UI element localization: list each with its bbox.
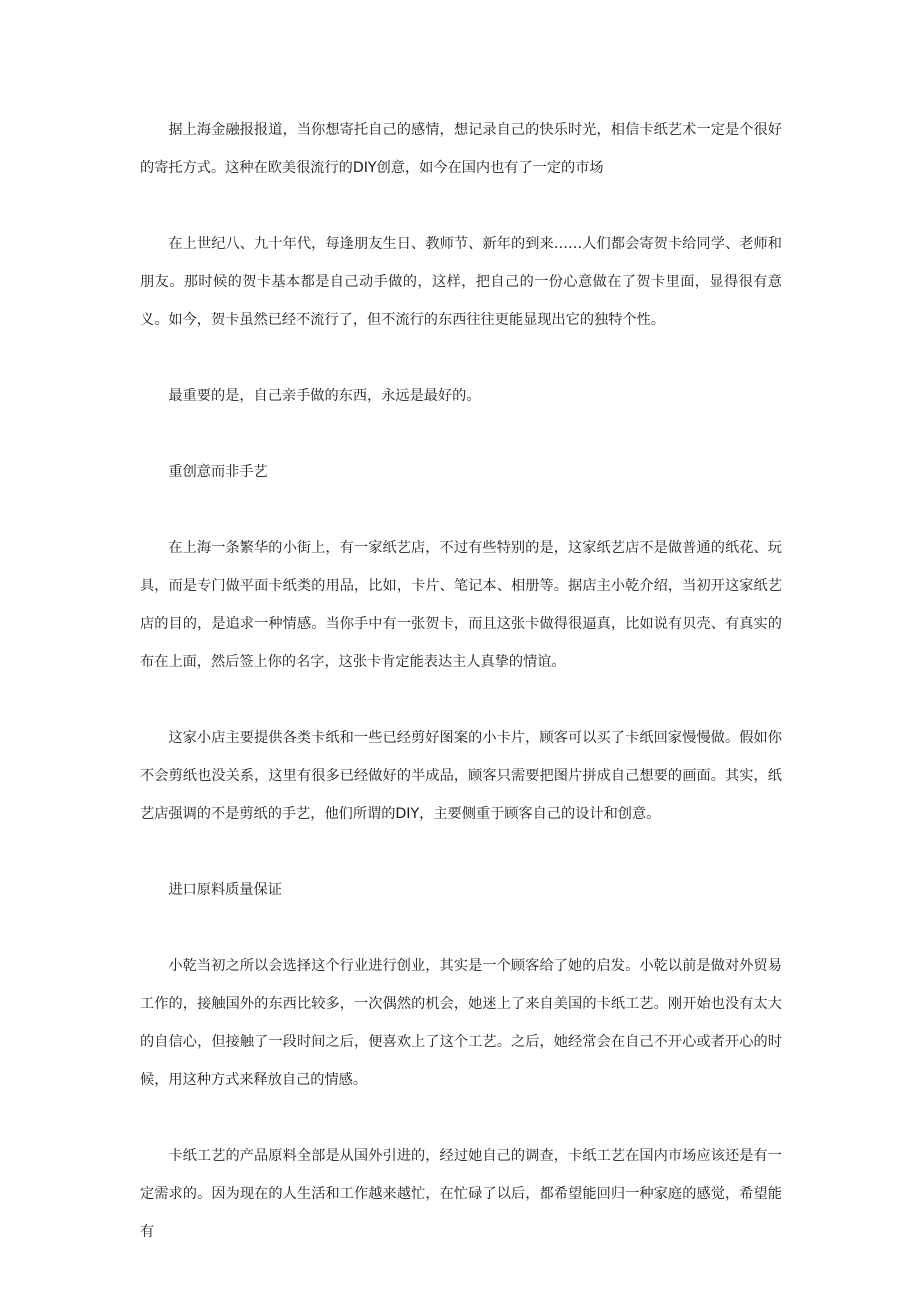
paragraph-shop-products: 这家小店主要提供各类卡纸和一些已经剪好图案的小卡片，顾客可以买了卡纸回家慢慢做。假如你不会剪纸也没关系，这里有很多已经做好的半成品，顾客只需要把图片拼成自己想要的画面。其实，纸艺店强调的不是剪纸的手艺，他们所谓的DIY，主要侧重于顾客自己的设计和创意。 (140, 730, 782, 822)
paragraph-paper-art-shop: 在上海一条繁华的小街上，有一家纸艺店，不过有些特别的是，这家纸艺店不是做普通的纸花、玩具，而是专门做平面卡纸类的用品，比如，卡片、笔记本、相册等。据店主小乾介绍，当初开这家纸艺店的目的，是追求一种情感。当你手中有一张贺卡，而且这张卡做得很逼真，比如说有贝壳、有真实的布在上面，然后签上你的名字，这张卡肯定能表达主人真挚的情谊。 (140, 540, 782, 670)
paragraph-handmade-best: 最重要的是，自己亲手做的东西，永远是最好的。 (168, 388, 481, 404)
section-heading-imported-materials: 进口原料质量保证 (168, 882, 282, 898)
section-heading-creativity: 重创意而非手艺 (168, 464, 268, 480)
paragraph-founder-story: 小乾当初之所以会选择这个行业进行创业，其实是一个顾客给了她的启发。小乾以前是做对外贸易工作的，接触国外的东西比较多，一次偶然的机会，她迷上了来自美国的卡纸工艺。刚开始也没有太大的自信心，但接触了一段时间之后，便喜欢上了这个工艺。之后，她经常会在自己不开心或者开心的时候，用这种方式来释放自己的情感。 (140, 958, 782, 1088)
article-body (140, 111, 782, 1289)
paragraph-market-demand: 卡纸工艺的产品原料全部是从国外引进的，经过她自己的调查，卡纸工艺在国内市场应该还是有一定需求的。因为现在的人生活和工作越来越忙，在忙碌了以后，都希望能回归一种家庭的感觉，希望能有 (140, 1148, 782, 1240)
paragraph-greeting-cards-history: 在上世纪八、九十年代，每逢朋友生日、教师节、新年的到来……人们都会寄贺卡给同学、老师和朋友。那时候的贺卡基本都是自己动手做的，这样，把自己的一份心意做在了贺卡里面，显得很有意义。如今，贺卡虽然已经不流行了，但不流行的东西往往更能显现出它的独特个性。 (140, 236, 782, 328)
paragraph-intro: 据上海金融报报道，当你想寄托自己的感情，想记录自己的快乐时光，相信卡纸艺术一定是个很好的寄托方式。这种在欧美很流行的DIY创意，如今在国内也有了一定的市场 (140, 122, 782, 176)
